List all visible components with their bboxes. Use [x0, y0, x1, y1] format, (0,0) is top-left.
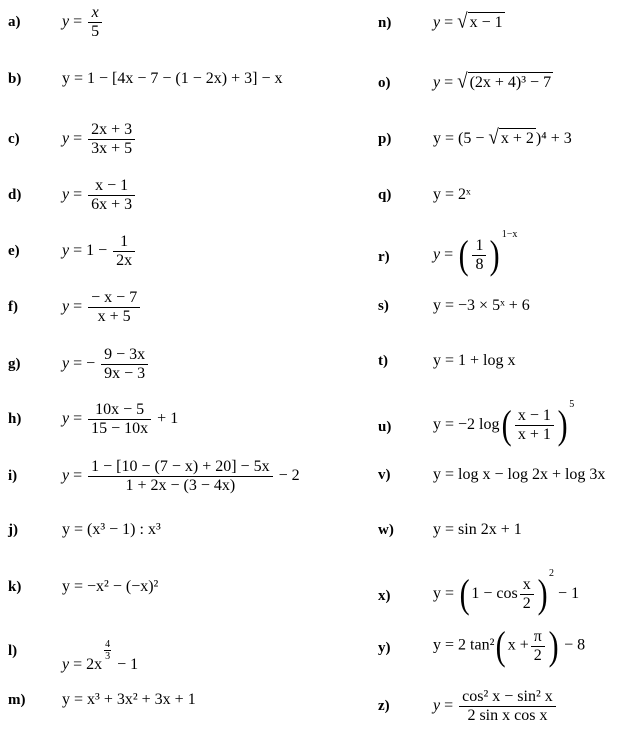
equation-r: [433, 229, 518, 278]
equation-n: [433, 11, 505, 35]
label-z: z): [378, 698, 390, 714]
numerator: 1 − [10 − (7 − x) + 20] − 5x: [88, 458, 272, 477]
denominator: 2: [522, 594, 531, 612]
fraction: [88, 121, 135, 158]
exponent: 1−x: [501, 229, 518, 240]
eq-lhs: y: [62, 656, 70, 673]
label-k: k): [8, 579, 22, 595]
eq-sign: =: [73, 298, 83, 316]
denominator: 3x + 5: [91, 140, 133, 157]
equation-j: y = (x³ − 1) : x³: [62, 521, 161, 538]
equation-x: [433, 568, 580, 617]
sqrt-icon: √: [457, 69, 468, 93]
eq-sign: =: [444, 246, 454, 263]
equation-d: [62, 177, 137, 214]
label-n: n): [378, 15, 392, 31]
eq-sign: =: [73, 410, 83, 428]
right-paren: ): [548, 623, 559, 668]
eq-lhs: y: [433, 74, 441, 91]
eq-lhs: y: [62, 410, 70, 428]
denominator: 5: [91, 23, 100, 40]
eq-sign: =: [73, 130, 83, 148]
radicand: x − 1: [469, 14, 503, 31]
label-o: o): [378, 75, 391, 91]
eq-lhs: y: [62, 355, 70, 373]
eq-sign: =: [444, 14, 454, 31]
left-paren: (: [459, 571, 470, 617]
eq-sign: =: [73, 467, 83, 485]
numerator: x − 1: [88, 177, 135, 196]
fraction: [515, 407, 554, 444]
equation-b: y = 1 − [4x − 7 − (1 − 2x) + 3] − x: [62, 70, 283, 87]
numerator: π: [531, 628, 545, 647]
denominator: 8: [475, 255, 484, 273]
fraction: [113, 233, 135, 270]
sqrt-icon: √: [457, 9, 468, 33]
equation-t: y = 1 + log x: [433, 352, 516, 369]
denominator: x + 1: [517, 425, 551, 443]
label-a: a): [8, 14, 21, 30]
label-r: r): [378, 249, 390, 265]
eq-inner: 1 − cos: [471, 585, 518, 602]
label-u: u): [378, 419, 392, 435]
numerator: 1: [472, 237, 486, 256]
label-f: f): [8, 299, 18, 315]
label-g: g): [8, 356, 21, 372]
equation-w: y = sin 2x + 1: [433, 521, 522, 538]
label-c: c): [8, 131, 20, 147]
left-paren: (: [458, 232, 469, 278]
exponent-fraction: [104, 639, 111, 662]
label-x: x): [378, 588, 391, 604]
eq-inner: x +: [507, 636, 529, 654]
equation-q: y = 2ˣ: [433, 186, 471, 203]
left-paren: (: [501, 402, 512, 448]
equation-g: [62, 346, 150, 383]
fraction: [88, 177, 135, 214]
exponent: 5: [569, 399, 575, 410]
equation-u: [433, 399, 575, 448]
numerator: 10x − 5: [88, 401, 151, 420]
numerator: 2x + 3: [88, 121, 135, 140]
eq-sign: = 1 −: [73, 242, 108, 260]
fraction: [459, 688, 556, 725]
denominator: 2x: [116, 252, 133, 269]
eq-tail: − 1: [558, 585, 580, 602]
equation-z: [433, 688, 558, 725]
eq-sign: =: [73, 186, 83, 204]
label-d: d): [8, 187, 22, 203]
label-h: h): [8, 411, 22, 427]
equation-a: [62, 4, 104, 41]
eq-lhs: y: [62, 130, 70, 148]
numerator: 1: [113, 233, 135, 252]
denominator: 2 sin x cos x: [467, 707, 548, 724]
exponent-denominator: 3: [105, 651, 111, 662]
fraction: [531, 628, 545, 665]
right-paren: ): [490, 232, 501, 278]
label-p: p): [378, 131, 392, 147]
label-l: l): [8, 643, 18, 659]
eq-prefix: y = −2 log: [433, 416, 500, 433]
label-q: q): [378, 187, 392, 203]
equation-p: [433, 127, 572, 151]
right-paren: ): [557, 402, 568, 448]
equation-h: [62, 401, 178, 438]
label-j: j): [8, 522, 18, 538]
right-paren: ): [537, 571, 548, 617]
left-paren: (: [496, 623, 507, 668]
fraction: [472, 237, 486, 274]
label-b: b): [8, 71, 22, 87]
equation-c: [62, 121, 137, 158]
fraction: [88, 289, 140, 326]
eq-sign: = −: [73, 355, 96, 373]
eq-sign: = 2x: [73, 656, 103, 673]
eq-tail: − 1: [117, 656, 139, 673]
eq-lhs: y: [62, 242, 70, 260]
numerator: − x − 7: [88, 289, 140, 308]
sqrt-icon: √: [488, 125, 499, 149]
fraction: [88, 401, 151, 438]
denominator: 6x + 3: [91, 196, 133, 213]
equation-o: [433, 71, 553, 95]
eq-prefix: y = (5 −: [433, 130, 485, 147]
fraction: [520, 576, 534, 613]
numerator: x: [520, 576, 534, 595]
equation-s: y = −3 × 5ˣ + 6: [433, 297, 530, 314]
eq-sign: =: [73, 13, 83, 31]
equation-f: [62, 289, 142, 326]
exponent: 2: [549, 568, 555, 579]
fraction: [88, 458, 272, 495]
equation-m: y = x³ + 3x² + 3x + 1: [62, 691, 196, 708]
equation-e: [62, 233, 137, 270]
denominator: 15 − 10x: [91, 420, 149, 437]
fraction: [101, 346, 148, 383]
eq-lhs: y: [433, 697, 441, 715]
eq-lhs: y: [62, 13, 70, 31]
eq-lhs: y: [62, 298, 70, 316]
numerator: cos² x − sin² x: [459, 688, 556, 707]
eq-suffix: )⁴ + 3: [535, 130, 572, 147]
label-v: v): [378, 467, 391, 483]
eq-tail: − 8: [564, 636, 586, 654]
label-m: m): [8, 692, 26, 708]
equation-y: [433, 623, 586, 668]
denominator: x + 5: [97, 308, 131, 325]
eq-tail: − 2: [278, 467, 300, 485]
denominator: 1 + 2x − (3 − 4x): [125, 477, 236, 494]
equation-v: y = log x − log 2x + log 3x: [433, 466, 606, 483]
fraction: [88, 4, 102, 41]
eq-tail: + 1: [157, 410, 179, 428]
label-y: y): [378, 640, 391, 656]
label-w: w): [378, 522, 394, 538]
exponent-numerator: 4: [105, 639, 111, 650]
label-t: t): [378, 353, 388, 369]
numerator: 9 − 3x: [101, 346, 148, 365]
eq-lhs: y: [433, 14, 441, 31]
eq-lhs: y: [433, 246, 441, 263]
radicand: (2x + 4)³ − 7: [469, 74, 552, 91]
eq-sign: =: [444, 74, 454, 91]
denominator: 2: [533, 646, 542, 664]
label-s: s): [378, 298, 389, 314]
eq-lhs: y: [62, 467, 70, 485]
radicand: x + 2: [500, 130, 534, 147]
eq-prefix: y =: [433, 585, 455, 602]
equation-i: [62, 458, 300, 495]
numerator: x: [91, 4, 99, 21]
eq-prefix: y = 2 tan²: [433, 636, 495, 654]
denominator: 9x − 3: [104, 365, 146, 382]
eq-sign: =: [444, 697, 454, 715]
eq-lhs: y: [62, 186, 70, 204]
label-i: i): [8, 468, 18, 484]
equation-l: [62, 639, 138, 677]
label-e: e): [8, 243, 20, 259]
numerator: x − 1: [515, 407, 554, 426]
equation-k: y = −x² − (−x)²: [62, 578, 159, 595]
